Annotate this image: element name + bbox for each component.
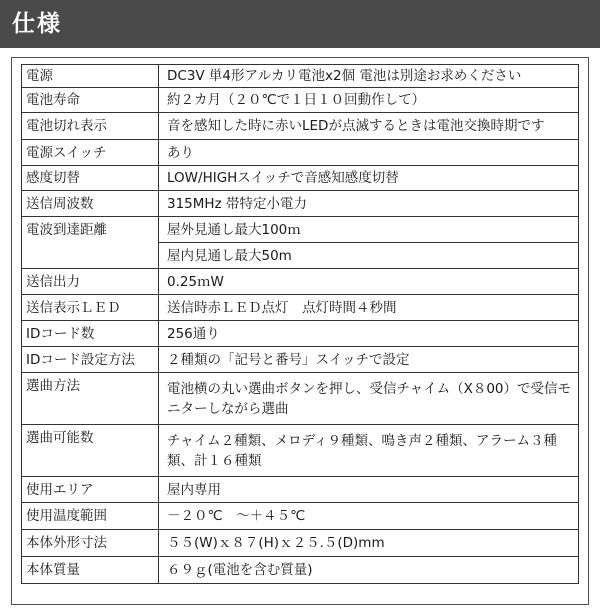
spec-value-temperature: －２０℃ ～＋４５℃ (159, 503, 579, 530)
spec-row-selection (22, 373, 579, 425)
section-title: 仕様 (12, 11, 62, 37)
spec-label-power-switch: 電源スイッチ (22, 140, 159, 166)
spec-label-id-setting: IDコード設定方法 (22, 347, 159, 373)
spec-value-selectable: チャイム２種類、メロディ９種類、鳴き声２種類、アラーム３種類、計１６種類 (159, 425, 579, 477)
spec-label-temperature: 使用温度範囲 (22, 503, 159, 530)
spec-value-range-outdoor: 屋外見通し最大100ｍ (159, 217, 579, 243)
spec-row-sensitivity (22, 166, 579, 191)
section-header (0, 0, 600, 48)
spec-label-weight: 本体質量 (22, 557, 159, 584)
spec-row-frequency (22, 191, 579, 217)
spec-value-selection: 電池横の丸い選曲ボタンを押し、受信チャイム（X８00）で受信モニターしながら選曲 (159, 373, 579, 425)
spec-row-led (22, 295, 579, 321)
spec-label-output: 送信出力 (22, 269, 159, 295)
spec-row-battery-life (22, 88, 579, 113)
spec-value-id-count: 256通り (159, 321, 579, 347)
spec-label-frequency: 送信周波数 (22, 191, 159, 217)
spec-value-id-setting: ２種類の「記号と番号」スイッチで設定 (159, 347, 579, 373)
spec-label-low-battery: 電池切れ表示 (22, 113, 159, 140)
spec-label-battery-life: 電池寿命 (22, 88, 159, 113)
spec-value-area: 屋内専用 (159, 477, 579, 503)
spec-value-power: DC3V 単4形アルカリ電池x2個 電池は別途お求めください (159, 65, 579, 88)
spec-label-selection: 選曲方法 (22, 373, 159, 425)
spec-value-weight: ６９ｇ(電池を含む質量) (159, 557, 579, 584)
spec-row-dimensions (22, 530, 579, 557)
spec-row-area (22, 477, 579, 503)
spec-label-area: 使用エリア (22, 477, 159, 503)
spec-value-power-switch: あり (159, 140, 579, 166)
spec-row-low-battery (22, 113, 579, 140)
spec-label-led: 送信表示ＬＥＤ (22, 295, 159, 321)
spec-value-output: 0.25ｍW (159, 269, 579, 295)
spec-row-weight (22, 557, 579, 584)
spec-label-range: 電波到達距離 (22, 217, 159, 269)
spec-row-output (22, 269, 579, 295)
spec-value-low-battery: 音を感知した時に赤いLEDが点滅するときは電池交換時期です (159, 113, 579, 140)
spec-value-frequency: 315MHz 帯特定小電力 (159, 191, 579, 217)
spec-table (21, 64, 579, 584)
spec-value-range-indoor: 屋内見通し最大50m (159, 243, 579, 269)
spec-value-sensitivity: LOW/HIGHスイッチで音感知感度切替 (159, 166, 579, 191)
spec-value-battery-life: 約２カ月（２０℃で１日１０回動作して） (159, 88, 579, 113)
spec-label-power: 電源 (22, 65, 159, 88)
spec-row-id-count (22, 321, 579, 347)
spec-label-selectable: 選曲可能数 (22, 425, 159, 477)
spec-row-power-switch (22, 140, 579, 166)
spec-label-dimensions: 本体外形寸法 (22, 530, 159, 557)
spec-label-sensitivity: 感度切替 (22, 166, 159, 191)
spec-value-led: 送信時赤ＬＥＤ点灯 点灯時間４秒間 (159, 295, 579, 321)
spec-row-temperature (22, 503, 579, 530)
spec-row-range-outdoor (22, 217, 579, 243)
spec-row-power (22, 65, 579, 88)
spec-label-id-count: IDコード数 (22, 321, 159, 347)
spec-row-id-setting (22, 347, 579, 373)
spec-value-dimensions: ５５(W)ｘ８７(H)ｘ２５.５(D)mm (159, 530, 579, 557)
spec-row-selectable (22, 425, 579, 477)
